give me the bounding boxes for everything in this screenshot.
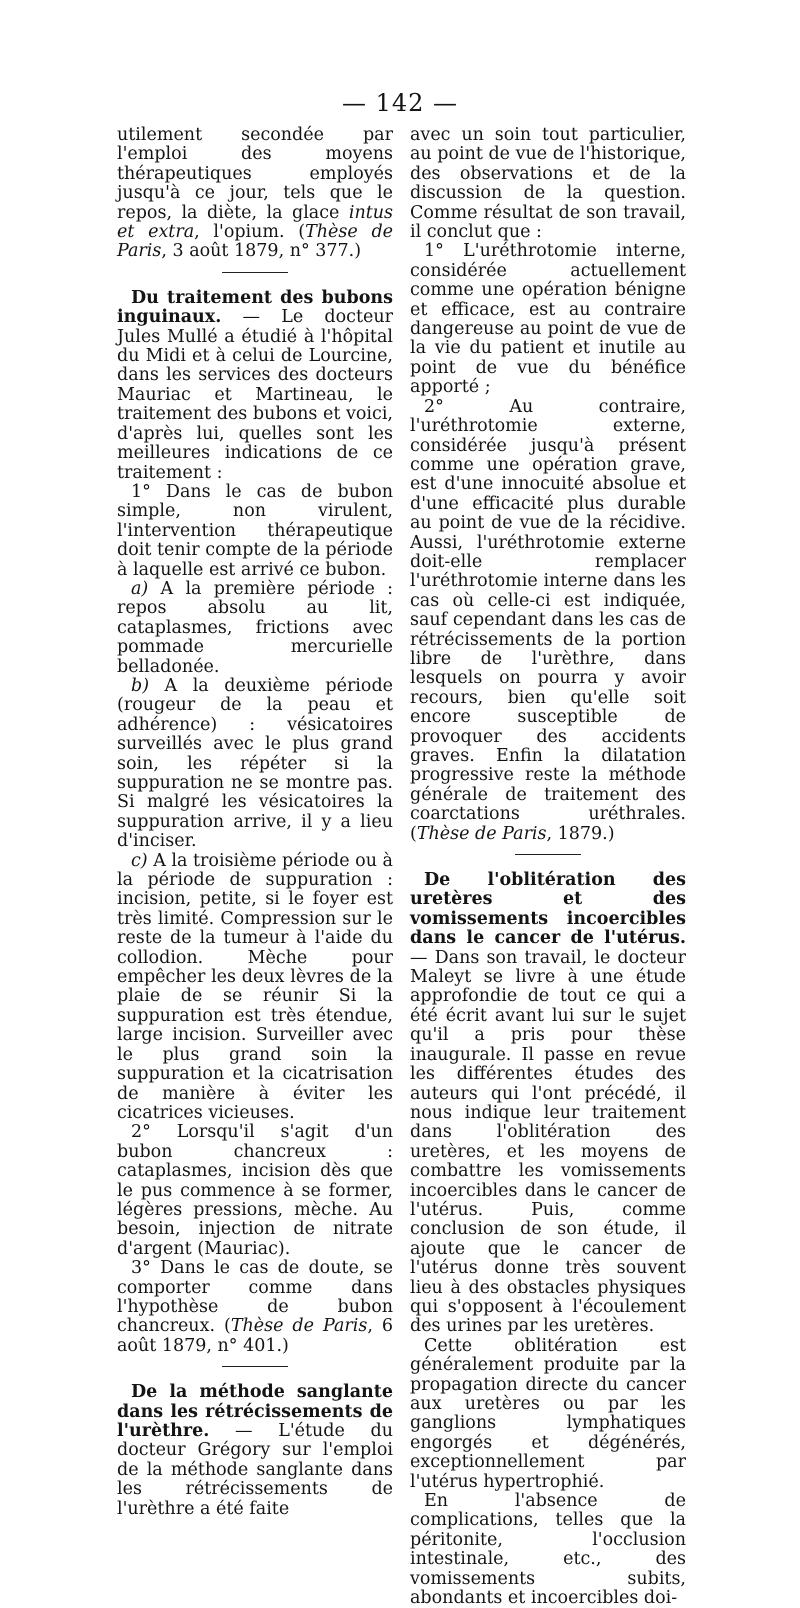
methode-paragraph [117,1383,393,1519]
right-column [410,126,686,1608]
italic-text: Thèse de Paris [416,823,547,844]
italic-text: Thèse de Paris [230,1316,368,1337]
paragraph [117,677,393,852]
paragraph [410,398,686,844]
section-heading: De la méthode sanglante dans les rétrécissements de l'urèthre. [117,1382,393,1441]
paragraph [117,852,393,1124]
paragraph: 2° Lorsqu'il s'agit d'un bubon chancreux : cataplasmes, incision dès que le pus commence à se former, légères pressions, mèche. Au besoin, injection de nitrate d'argent (Mauriac). [117,1122,393,1259]
text: — Dans son travail, le docteur Maleyt se livre à une étude approfondie de tout ce qui a été écrit avant lui sur le sujet qu'il a pris pour thèse inaugurale. Il passe en revue les différentes études des auteurs qui l'ont précédé, il nous indique leur traitement dans l'oblitération des uretères, et les moyens de combattre les vomissements incoercibles dans le cancer de l'utérus. Puis, comme conclusion de son étude, il ajoute que le cancer de l'utérus donne très souvent lieu à des obstacles physiques qui s'opposent à l'écoulement des urines par les uretères. [410,947,686,1337]
paragraph: Cette oblitération est généralement produite par la propagation directe du cancer aux uretères ou par les ganglions lymphatiques engorgés et dégénérés, exceptionnellement par l'utérus hypertrophié. [410,1335,686,1492]
oblit-paragraph [410,871,686,1337]
paragraph: En l'absence de complications, telles que la péritonite, l'occlusion intestinale, etc., des vomissements subits, abondants et incoercibles doi- [410,1491,686,1608]
text: A la première période : repos absolu au lit, cataplasmes, frictions avec pommade mercurielle belladonée. [117,578,393,677]
item-label: b) [131,675,150,696]
paragraph [117,580,393,677]
text: , 1879.) [546,823,615,844]
item-label: c) [131,850,148,871]
paragraph: 1° L'uréthrotomie interne, considérée actuellement comme une opération bénigne et efficace, est au contraire dangereuse au point de vue de la vie du patient et inutile au point de vue du bénéfice apporté ; [410,241,686,398]
paragraph [117,1259,393,1356]
left-intro-paragraph [117,126,393,262]
text: , 6 août 1879, n° 401.) [117,1316,393,1356]
text: utilement secondée par l'emploi des moyens thérapeutiques employés jusqu'à ce jour, tels que le repos, la diète, la glace [117,125,393,223]
text: , l'opium. ( [194,222,306,243]
section-divider [222,1366,288,1367]
section-heading: Du traitement des bubons inguinaux. [117,287,393,328]
text: , 3 août 1879, n° 377.) [161,241,362,262]
text: 3° Dans le cas de doute, se comporter comme dans l'hypothèse de bubon chancreux. ( [117,1258,393,1337]
section-heading: De l'oblitération des uretères et des vomissements incoercibles dans le cancer de l'utérus. [410,870,686,949]
italic-text: intus et extra [117,202,393,243]
text: — L'étude du docteur Grégory sur l'emploi de la méthode sanglante dans les rétrécissements de l'urèthre a été faite [117,1421,393,1519]
text: A la troisième période ou à la période de suppuration : incision, petite, si le foyer est très limité. Compression sur le reste de la tumeur à l'aide du collodion. Mèche pour empêcher les deux lèvres de la plaie de se réunir Si la suppuration est très étendue, large incision. Surveiller avec le plus grand soin la suppuration et la cicatrisation de manière à éviter les cicatrices vicieuses. [117,850,393,1123]
page-number: — 142 — [341,89,459,117]
text: 2° Au contraire, l'uréthrotomie externe, considérée jusqu'à présent comme une opération grave, est d'une innocuité absolue et d'une efficacité plus durable au point de vue de la récidive. Aussi, l'uréthrotomie externe doit-elle remplacer l'uréthrotomie interne dans les cas où celle-ci est indiquée, sauf cependant dans les cas de rétrécissements de la portion libre de l'urèthre, dans lesquels on pourra y avoir recours, bien qu'elle soit encore susceptible de provoquer des accidents graves. Enfin la dilatation progressive reste la méthode générale de traitement des coarctations uréthrales. ( [410,396,686,844]
text: A la deuxième période (rougeur de la peau et adhérence) : vésicatoires surveillés avec le plus grand soin, les répéter si la suppuration ne se montre pas. Si malgré les vésicatoires la suppuration arrive, il y a lieu d'inciser. [117,675,393,852]
italic-text: Thèse de Paris [117,222,394,262]
item-label: a) [131,578,149,599]
paragraph: 1° Dans le cas de bubon simple, non virulent, l'intervention thérapeutique doit tenir compte de la période à laquelle est arrivé ce bubon. [117,481,393,580]
paragraph: avec un soin tout particulier, au point de vue de l'historique, des observations et de la discussion de la question. Comme résultat de son travail, il conclut que : [410,125,686,243]
section-divider [515,854,581,855]
text: — Le docteur Jules Mullé a étudié à l'hôpital du Midi et à celui de Lourcine, dans les services des docteurs Mauriac et Martineau, le traitement des bubons et voici, d'après lui, quelles sont les meilleures indications de ce traitement : [117,307,393,483]
bubons-paragraph [117,289,393,483]
section-divider [222,272,288,273]
left-column [117,126,393,1519]
